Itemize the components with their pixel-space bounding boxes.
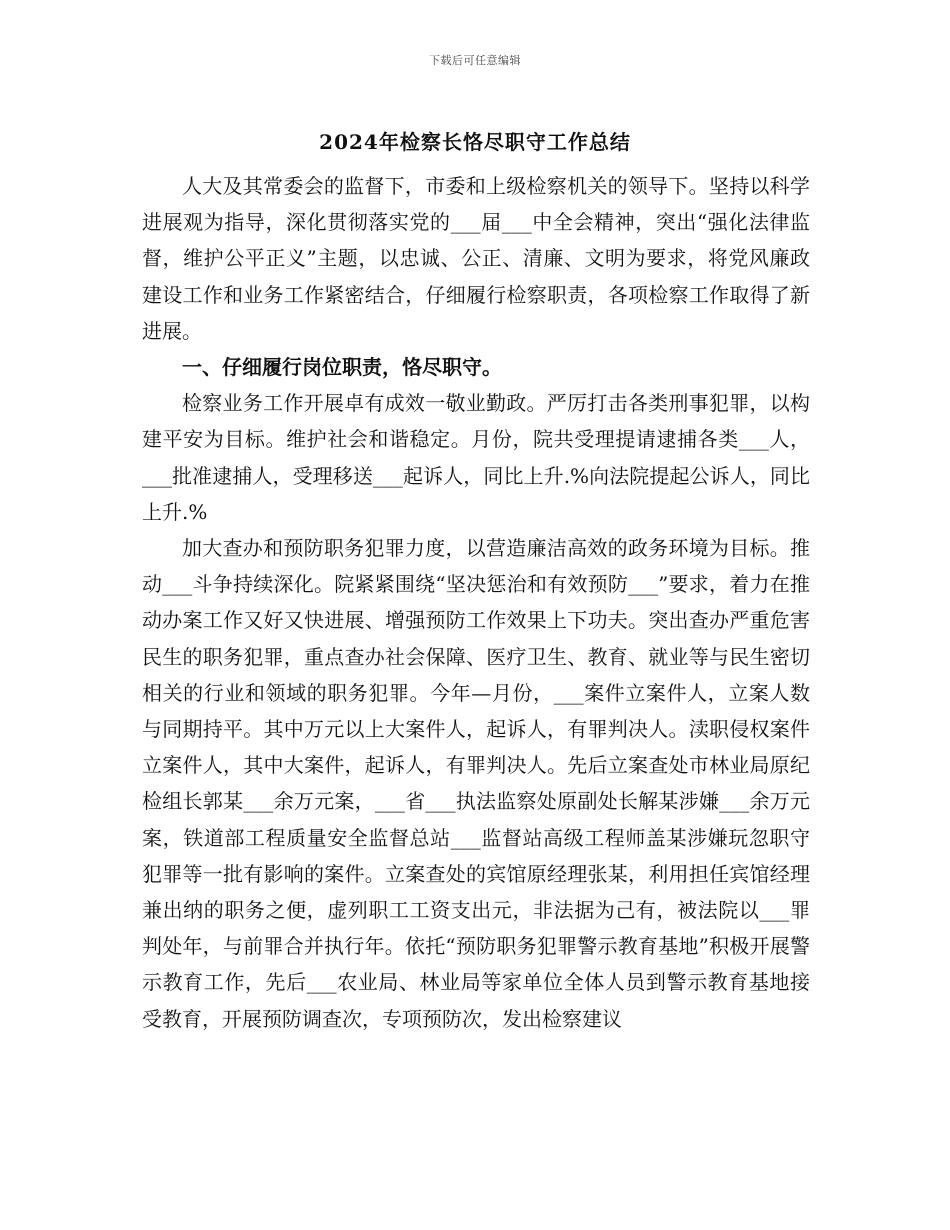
page-header: 下载后可任意编辑 xyxy=(429,54,521,67)
paragraph-intro: 人大及其常委会的监督下，市委和上级检察机关的领导下。坚持以科学进展观为指导，深化贯彻落实党的___届___中全会精神，突出“强化法律监督，维护公平正义”主题，以忠诚、公正、清廉、文明为要求，将党风廉政建设工作和业务工作紧密结合，仔细履行检察职责，各项检察工作取得了新进展。 xyxy=(142,174,810,343)
document-body xyxy=(142,168,810,1037)
paragraph-prosecution: 检察业务工作开展卓有成效一敬业勤政。严厉打击各类刑事犯罪，以构建平安为目标。维护社会和谐稳定。月份，院共受理提请逮捕各类___人，___批准逮捕人，受理移送___起诉人，同比上升.%向法院提起公诉人，同比上升.% xyxy=(142,391,810,524)
section-heading: 一、仔细履行岗位职责，恪尽职守。 xyxy=(182,355,502,380)
paragraph-anticorruption: 加大查办和预防职务犯罪力度，以营造廉洁高效的政务环境为目标。推动___斗争持续深化。院紧紧围绕“坚决惩治和有效预防___”要求，着力在推动办案工作又好又快进展、增强预防工作效果上下功夫。突出查办严重危害民生的职务犯罪，重点查办社会保障、医疗卫生、教育、就业等与民生密切相关的行业和领域的职务犯罪。今年—月份，___案件立案件人，立案人数与同期持平。其中万元以上大案件人，起诉人，有罪判决人。渎职侵权案件立案件人，其中大案件，起诉人，有罪判决人。先后立案查处市林业局原纪检组长郭某___余万元案，___省___执法监察处原副处长解某涉嫌___余万元案，铁道部工程质量安全监督总站___监督站高级工程师盖某涉嫌玩忽职守犯罪等一批有影响的案件。立案查处的宾馆原经理张某，利用担任宾馆经理兼出纳的职务之便，虚列职工工资支出元，非法据为己有，被法院以___罪判处年，与前罪合并执行年。依托“预防职务犯罪警示教育基地”积极开展警示教育工作，先后___农业局、林业局等家单位全体人员到警示教育基地接受教育，开展预防调查次，专项预防次，发出检察建议 xyxy=(142,536,810,1031)
document-title: 2024年检察长恪尽职守工作总结 xyxy=(319,130,631,154)
